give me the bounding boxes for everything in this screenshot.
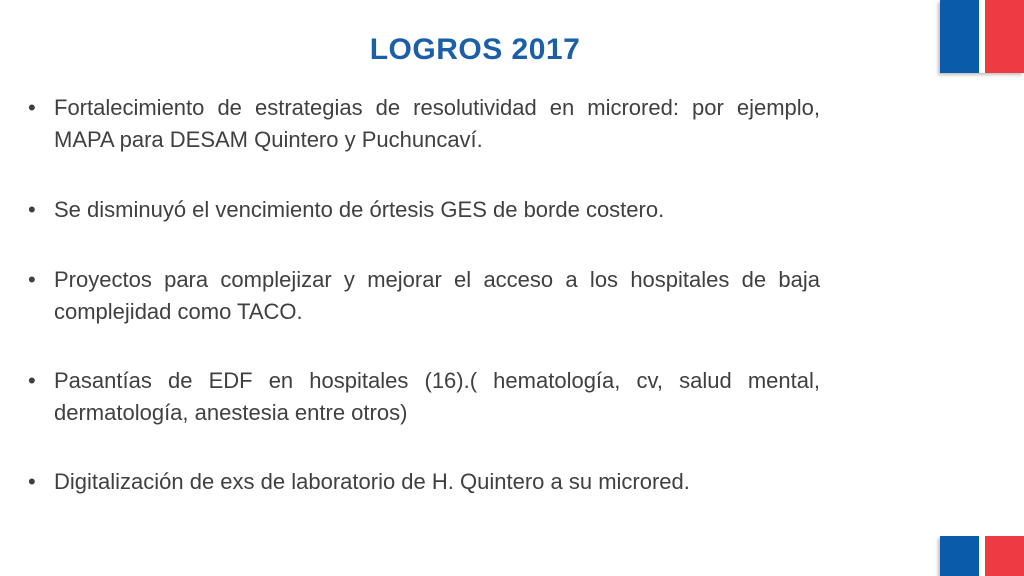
bullet-dot: • (28, 368, 36, 393)
flag-blue-band (940, 536, 979, 576)
flag-red-band (985, 0, 1024, 73)
bullet-item (28, 264, 820, 328)
bullet-item (28, 466, 820, 498)
bullet-text: Fortalecimiento de estrategias de resolutividad en microred: por ejemplo, MAPA para DESAM Quintero y Puchuncaví. (54, 95, 820, 152)
slide-title: LOGROS 2017 (369, 33, 581, 66)
bullet-list (28, 92, 820, 535)
flag-red-band (985, 536, 1024, 576)
bullet-text: Se disminuyó el vencimiento de órtesis GES de borde costero. (54, 197, 665, 222)
bullet-item (28, 92, 820, 156)
bullet-text: Digitalización de exs de laboratorio de H. Quintero a su microred. (54, 469, 690, 494)
bullet-item (28, 365, 820, 429)
bullet-dot: • (28, 95, 36, 120)
bullet-dot: • (28, 267, 36, 292)
bullet-item (28, 194, 820, 226)
bullet-dot: • (28, 469, 36, 494)
flag-logo-top (940, 0, 1024, 73)
flag-logo-bottom (940, 536, 1024, 576)
bullet-text: Proyectos para complejizar y mejorar el acceso a los hospitales de baja complejidad como TACO. (54, 267, 820, 324)
bullet-text: Pasantías de EDF en hospitales (16).( hematología, cv, salud mental, dermatología, anestesia entre otros) (54, 368, 820, 425)
bullet-dot: • (28, 197, 36, 222)
